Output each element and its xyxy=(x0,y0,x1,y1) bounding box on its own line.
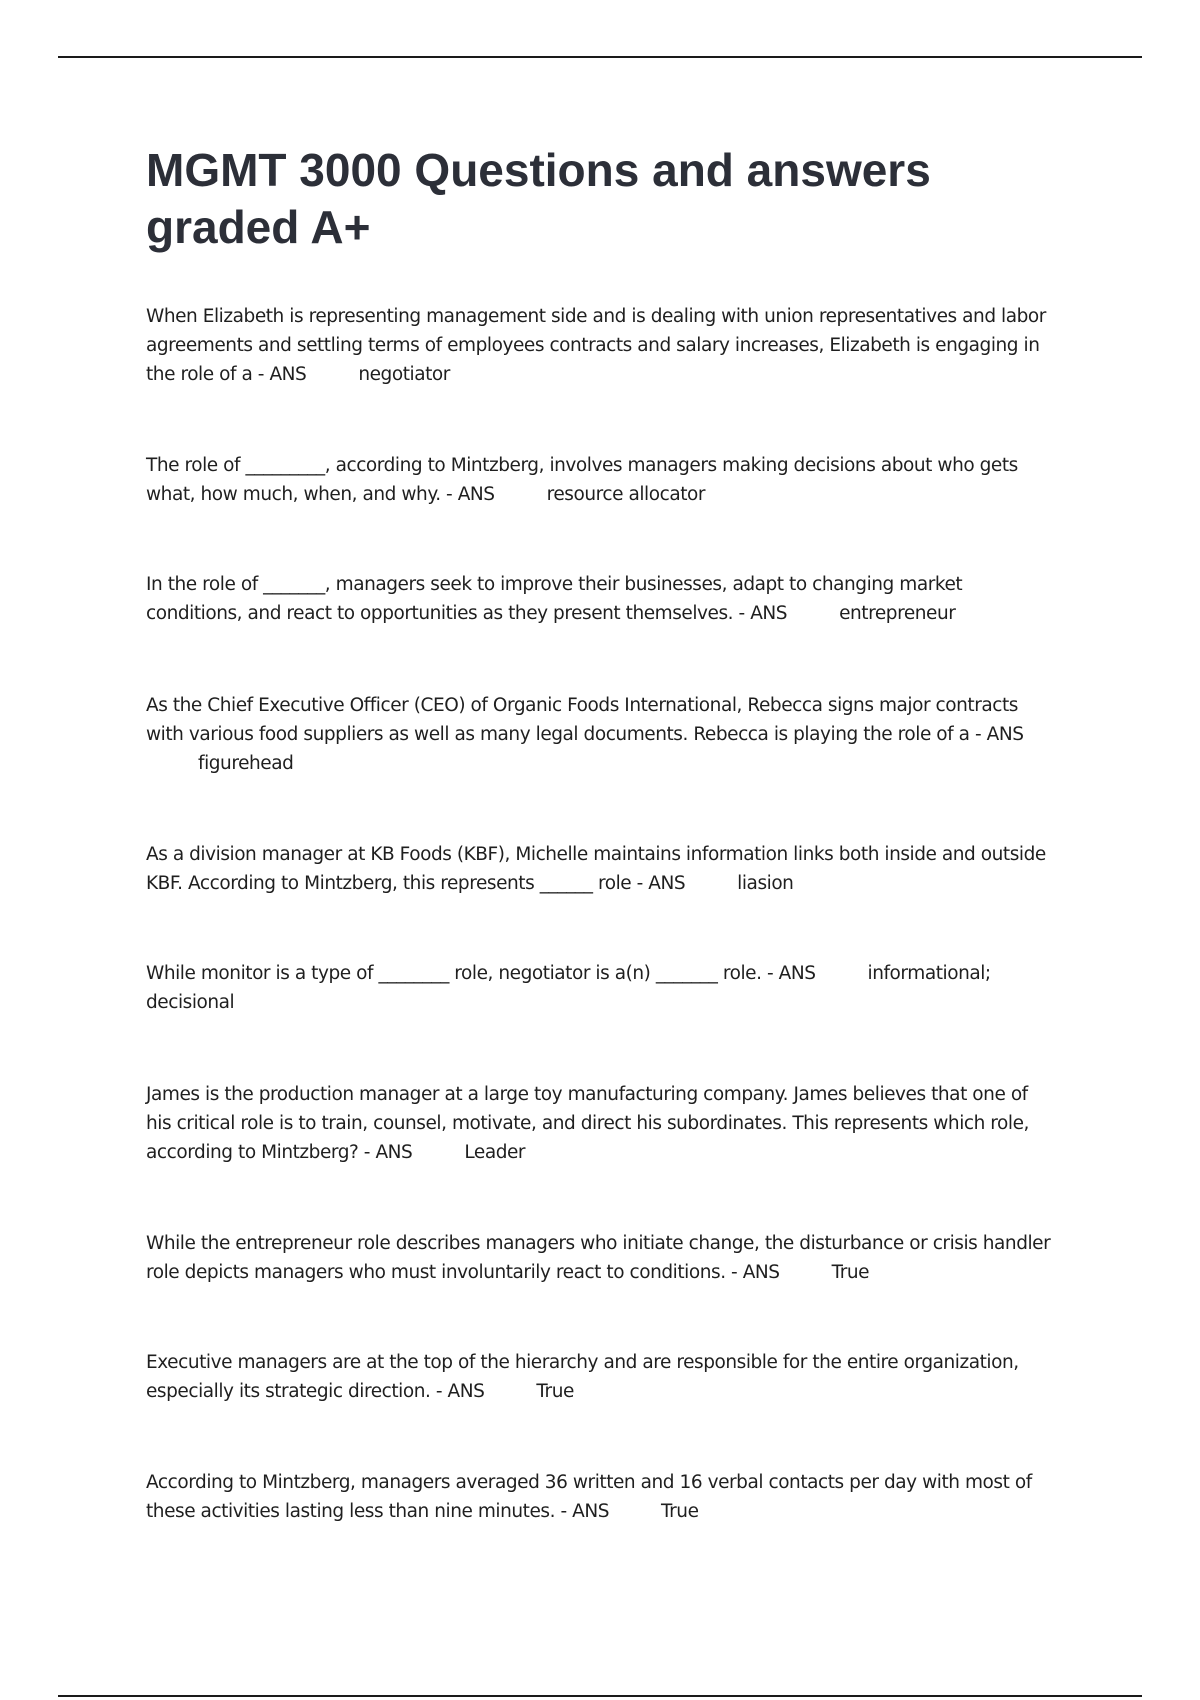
question-text: When Elizabeth is representing management side and is dealing with union representatives and labor agreements and settling terms of employees contracts and salary increases, Elizabeth is engaging in the role of a - ANS xyxy=(146,306,1046,385)
question-text: While monitor is a type of ________ role, negotiator is a(n) _______ role. - ANS xyxy=(146,963,816,984)
qa-item xyxy=(146,1468,1051,1526)
question-text: James is the production manager at a large toy manufacturing company. James believes that one of his critical role is to train, counsel, motivate, and direct his subordinates. This represents which role, according to Mintzberg? - ANS xyxy=(146,1084,1029,1163)
question-text: While the entrepreneur role describes managers who initiate change, the disturbance or crisis handler role depicts managers who must involuntarily react to conditions. - ANS xyxy=(146,1233,1051,1283)
answer-text: True xyxy=(831,1262,870,1283)
answer-text: negotiator xyxy=(358,364,450,385)
answer-text: liasion xyxy=(737,873,794,894)
question-text: In the role of _______, managers seek to improve their businesses, adapt to changing market conditions, and react to opportunities as they present themselves. - ANS xyxy=(146,574,963,624)
answer-text: True xyxy=(536,1381,574,1402)
qa-item xyxy=(146,691,1051,778)
qa-item xyxy=(146,570,1051,628)
qa-item xyxy=(146,302,1051,389)
question-text: The role of _________, according to Mintzberg, involves managers making decisions about who gets what, how much, when, and why. - ANS xyxy=(146,455,1018,505)
qa-item xyxy=(146,451,1051,509)
question-text: As a division manager at KB Foods (KBF), Michelle maintains information links both inside and outside KBF. According to Mintzberg, this represents ______ role - ANS xyxy=(146,844,1046,894)
qa-item xyxy=(146,959,1051,1017)
answer-text: True xyxy=(661,1501,699,1522)
document-title: MGMT 3000 Questions and answers graded A+ xyxy=(146,144,931,253)
qa-item xyxy=(146,1229,1051,1287)
answer-text: figurehead xyxy=(198,753,294,774)
answer-text: entrepreneur xyxy=(839,603,956,624)
question-text: Executive managers are at the top of the hierarchy and are responsible for the entire organization, especially its strategic direction. - ANS xyxy=(146,1352,1019,1402)
bottom-rule xyxy=(58,1695,1142,1697)
qa-item xyxy=(146,1080,1051,1167)
qa-item xyxy=(146,840,1051,898)
answer-text: resource allocator xyxy=(546,484,706,505)
question-text: According to Mintzberg, managers averaged 36 written and 16 verbal contacts per day with most of these activities lasting less than nine minutes. - ANS xyxy=(146,1472,1032,1522)
qa-item xyxy=(146,1348,1051,1406)
answer-text: Leader xyxy=(464,1142,526,1163)
top-rule xyxy=(58,56,1142,58)
answer-text: informational; decisional xyxy=(146,963,991,1013)
question-text: As the Chief Executive Officer (CEO) of Organic Foods International, Rebecca signs major contracts with various food suppliers as well as many legal documents. Rebecca is playing the role of a - ANS xyxy=(146,695,1024,745)
